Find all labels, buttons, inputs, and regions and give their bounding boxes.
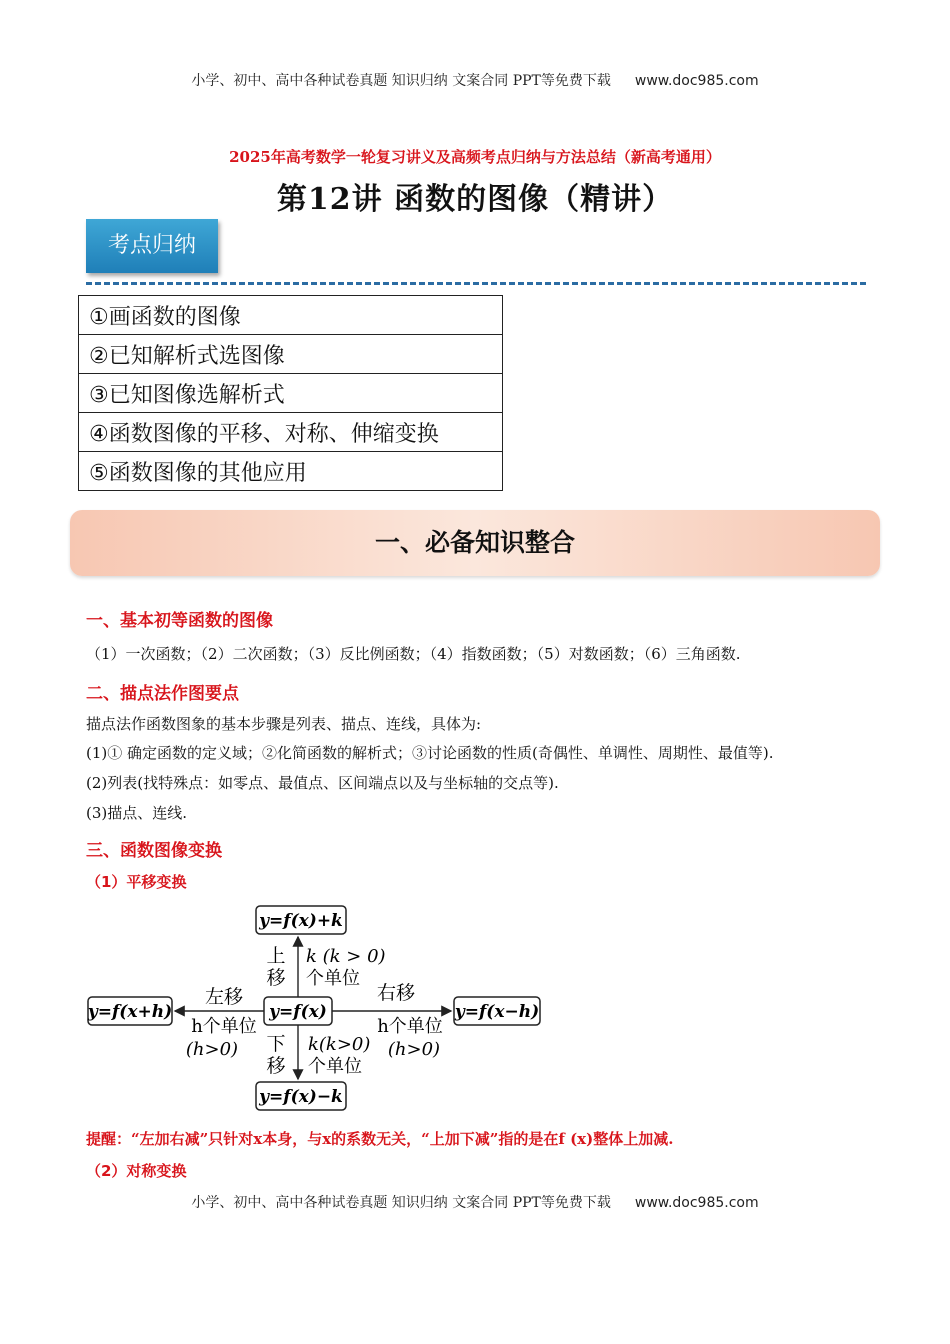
left-word: 左移: [204, 986, 244, 1008]
left-unit: h个单位: [191, 1016, 257, 1037]
section1-text: （1）一次函数；（2）二次函数；（3）反比例函数；（4）指数函数；（5）对数函数；（6）三角函数.: [86, 645, 741, 663]
footer-site-link[interactable]: www.doc985.com: [634, 1195, 759, 1211]
section1-heading: 一、基本初等函数的图像: [86, 611, 273, 631]
down-unit: 个单位: [308, 1056, 362, 1077]
symmetry-subheading: （2）对称变换: [86, 1162, 187, 1180]
left-condition: (h>0): [185, 1039, 239, 1060]
series-title: 2025年高考数学一轮复习讲义及高频考点归纳与方法总结（新高考通用）: [229, 148, 721, 166]
section2-step1: (1)① 确定函数的定义域；②化简函数的解析式；③讨论函数的性质(奇偶性、单调性、周期性、最值等).: [86, 744, 774, 762]
page-header: [0, 70, 950, 90]
reminder-note: 提醒：“左加右减”只针对x本身，与x的系数无关，“上加下减”指的是在f (x)整体上加减.: [86, 1130, 674, 1148]
section-banner: 一、必备知识整合: [70, 510, 880, 576]
topic-item: ①画函数的图像: [79, 296, 503, 335]
up-word-2: 移: [266, 967, 286, 989]
right-unit: h个单位: [377, 1016, 443, 1037]
translation-subheading: （1）平移变换: [86, 873, 187, 891]
section-badge: 考点归纳: [86, 219, 218, 273]
topic-item: ④函数图像的平移、对称、伸缩变换: [79, 413, 503, 452]
section3-heading: 三、函数图像变换: [86, 841, 222, 861]
lecture-title: 第12讲 函数的图像（精讲）: [276, 182, 674, 217]
topic-list: [78, 295, 503, 491]
header-site-link[interactable]: www.doc985.com: [634, 73, 759, 89]
topic-item: ⑤函数图像的其他应用: [79, 452, 503, 491]
center-function-label: y=f(x): [269, 1002, 327, 1022]
down-condition: k(k>0): [308, 1034, 371, 1055]
left-function-label: y=f(x+h): [87, 1002, 173, 1022]
footer-text: 小学、初中、高中各种试卷真题 知识归纳 文案合同 PPT等免费下载: [191, 1195, 611, 1211]
dashed-divider: [86, 282, 866, 285]
down-word-2: 移: [266, 1055, 286, 1077]
bottom-function-label: y=f(x)−k: [259, 1087, 343, 1107]
right-word: 右移: [376, 982, 416, 1004]
translation-diagram: [84, 900, 554, 1115]
topic-item: ②已知解析式选图像: [79, 335, 503, 374]
page-footer: [0, 1192, 950, 1212]
right-condition: (h>0): [387, 1039, 441, 1060]
topic-item: ③已知图像选解析式: [79, 374, 503, 413]
right-function-label: y=f(x−h): [454, 1002, 540, 1022]
section2-heading: 二、描点法作图要点: [86, 684, 239, 704]
section2-step3: (3)描点、连线.: [86, 804, 188, 822]
section2-intro: 描点法作函数图象的基本步骤是列表、描点、连线，具体为:: [86, 715, 482, 733]
up-condition: k (k > 0): [306, 946, 386, 967]
top-function-label: y=f(x)+k: [259, 911, 343, 931]
up-unit: 个单位: [306, 968, 360, 989]
header-text: 小学、初中、高中各种试卷真题 知识归纳 文案合同 PPT等免费下载: [191, 73, 611, 89]
up-word-1: 上: [266, 945, 286, 967]
section2-step2: (2)列表(找特殊点：如零点、最值点、区间端点以及与坐标轴的交点等).: [86, 774, 559, 792]
down-word-1: 下: [266, 1033, 286, 1055]
